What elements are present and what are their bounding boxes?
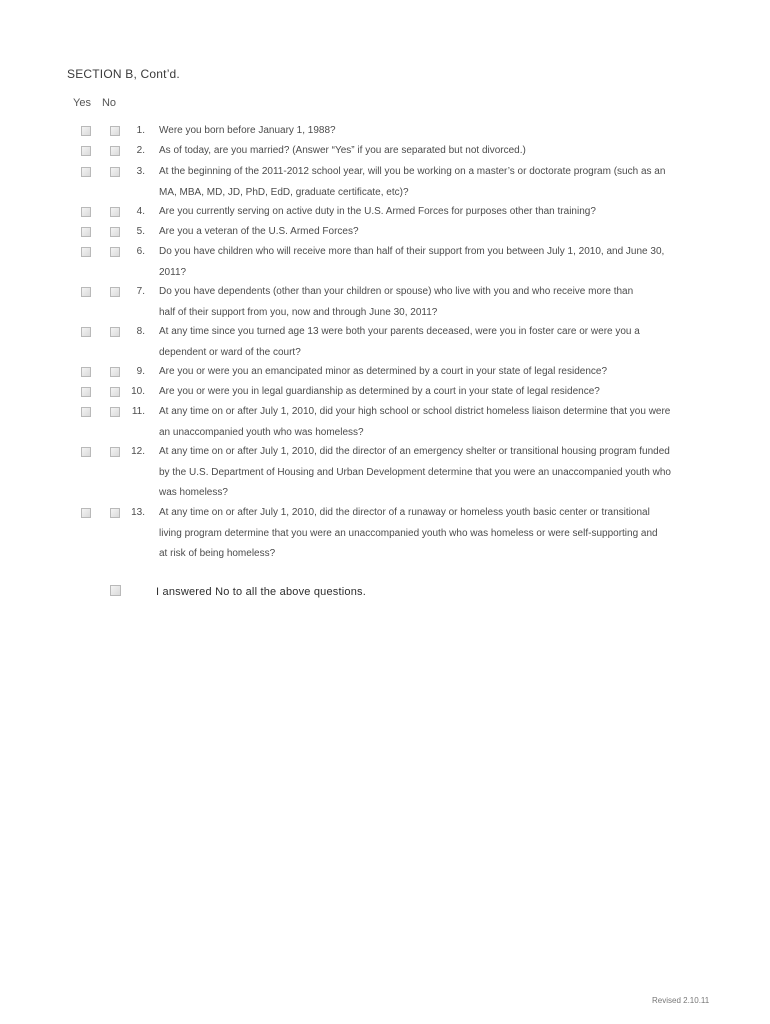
question-number: 12. — [131, 446, 145, 457]
question-number: 9. — [136, 366, 145, 377]
yes-checkbox[interactable] — [81, 247, 91, 257]
no-checkbox[interactable] — [110, 508, 120, 518]
yes-checkbox[interactable] — [81, 447, 91, 457]
question-number: 1. — [136, 125, 145, 136]
question-number: 5. — [136, 226, 145, 237]
yes-checkbox[interactable] — [81, 508, 91, 518]
no-checkbox[interactable] — [110, 327, 120, 337]
no-checkbox[interactable] — [110, 207, 120, 217]
question-text: At any time on or after July 1, 2010, did your high school or school district homeless liaison determine that you were an unaccompanied youth who was homeless? — [159, 406, 671, 438]
yes-checkbox[interactable] — [81, 387, 91, 397]
none-of-above-checkbox[interactable] — [110, 585, 121, 596]
no-checkbox[interactable] — [110, 247, 120, 257]
yes-checkbox[interactable] — [81, 367, 91, 377]
column-headers — [73, 97, 127, 109]
no-checkbox[interactable] — [110, 407, 120, 417]
question-text: As of today, are you married? (Answer “Yes” if you are separated but not divorced.) — [159, 145, 526, 156]
question-text: At any time on or after July 1, 2010, did the director of a runaway or homeless youth basic center or transitional living program determine that you were an unaccompanied youth who was homeless or were self-supporting and at risk of being homeless? — [159, 507, 658, 559]
yes-checkbox[interactable] — [81, 126, 91, 136]
no-checkbox[interactable] — [110, 447, 120, 457]
question-number: 10. — [131, 386, 145, 397]
question-text: At any time on or after July 1, 2010, did the director of an emergency shelter or transitional housing program funded by the U.S. Department of Housing and Urban Development determine that you were an unaccompanied youth who was homeless? — [159, 446, 671, 498]
question-number: 13. — [131, 507, 145, 518]
revision-date: Revised 2.10.11 — [652, 996, 710, 1005]
none-of-above-label: I answered No to all the above questions. — [156, 586, 366, 598]
no-checkbox[interactable] — [110, 146, 120, 156]
question-number: 6. — [136, 246, 145, 257]
yes-checkbox[interactable] — [81, 287, 91, 297]
no-checkbox[interactable] — [110, 287, 120, 297]
question-text: Do you have dependents (other than your children or spouse) who live with you and who receive more than half of their support from you, now and through June 30, 2011? — [159, 286, 634, 318]
yes-checkbox[interactable] — [81, 227, 91, 237]
no-checkbox[interactable] — [110, 126, 120, 136]
question-text: Are you or were you in legal guardianship as determined by a court in your state of legal residence? — [159, 386, 600, 397]
yes-checkbox[interactable] — [81, 167, 91, 177]
no-checkbox[interactable] — [110, 387, 120, 397]
no-checkbox[interactable] — [110, 167, 120, 177]
no-checkbox[interactable] — [110, 227, 120, 237]
no-checkbox[interactable] — [110, 367, 120, 377]
no-column-header: No — [101, 97, 117, 109]
question-number: 11. — [131, 406, 145, 417]
question-text: Are you a veteran of the U.S. Armed Forces? — [159, 226, 359, 237]
question-number: 7. — [136, 286, 145, 297]
question-text: Do you have children who will receive more than half of their support from you between July 1, 2010, and June 30, 2011? — [159, 246, 665, 278]
question-text: Are you or were you an emancipated minor as determined by a court in your state of legal residence? — [159, 366, 608, 377]
question-number: 8. — [136, 326, 145, 337]
question-text: At the beginning of the 2011-2012 school year, will you be working on a master’s or doctorate program (such as an MA, MBA, MD, JD, PhD, EdD, graduate certificate, etc)? — [159, 166, 666, 198]
yes-checkbox[interactable] — [81, 327, 91, 337]
question-text: At any time since you turned age 13 were both your parents deceased, were you in foster care or were you a dependent or ward of the court? — [159, 326, 640, 358]
question-number: 2. — [136, 145, 145, 156]
yes-checkbox[interactable] — [81, 146, 91, 156]
section-title: SECTION B, Cont’d. — [67, 67, 180, 81]
yes-checkbox[interactable] — [81, 407, 91, 417]
question-text: Were you born before January 1, 1988? — [159, 125, 336, 136]
question-text: Are you currently serving on active duty in the U.S. Armed Forces for purposes other than training? — [159, 206, 596, 217]
question-number: 3. — [136, 166, 145, 177]
question-number: 4. — [136, 206, 145, 217]
yes-column-header: Yes — [73, 97, 91, 109]
yes-checkbox[interactable] — [81, 207, 91, 217]
